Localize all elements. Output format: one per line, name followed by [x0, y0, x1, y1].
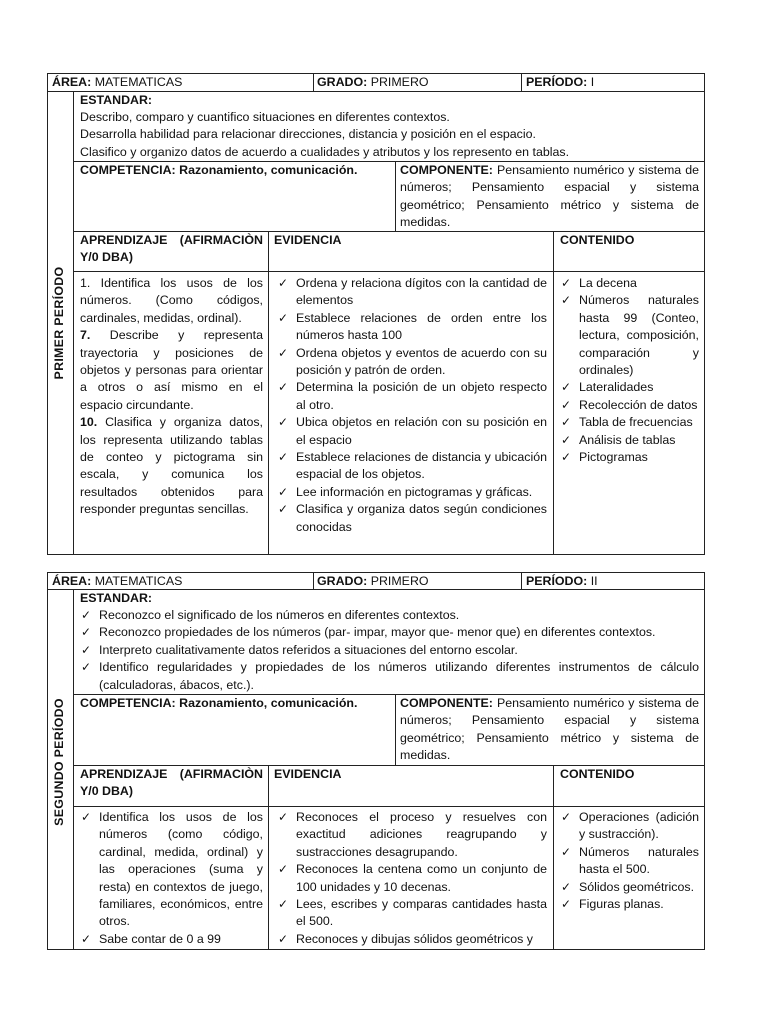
list-item: ✓ Recolección de datos — [556, 397, 699, 414]
divider — [521, 73, 522, 91]
list-item: ✓ Identifica los usos de los números (como código, cardinal, medida, ordinal) y las operaciones (suma y resta) en contextos de juego, familiares, económicos, entre otros. — [76, 809, 263, 931]
evidencia-list — [273, 809, 547, 948]
list-item: ✓ Números naturales hasta 99 (Conteo, lectura, composición, comparación y ordinales) — [556, 292, 699, 379]
divider — [395, 694, 396, 765]
body-clip — [74, 807, 705, 949]
list-item: ✓ Lee información en pictogramas y gráficas. — [273, 484, 547, 501]
list-item: ✓ Lees, escribes y comparas cantidades hasta el 500. — [273, 896, 547, 931]
area-label: ÁREA: — [52, 75, 92, 89]
contenido-list — [556, 809, 699, 913]
componente — [400, 695, 699, 765]
list-item: ✓ Determina la posición de un objeto respecto al otro. — [273, 379, 547, 414]
periodo-field — [526, 573, 598, 590]
area-field — [52, 573, 182, 590]
competencia: COMPETENCIA: Razonamiento, comunicación. — [80, 163, 358, 177]
componente — [400, 162, 699, 232]
estandar-line: Describo, comparo y cuantifico situaciones en diferentes contextos. — [80, 110, 450, 124]
evidencia-list — [273, 275, 547, 536]
componente-label: COMPONENTE: — [400, 696, 493, 710]
list-item: ✓ Clasifica y organiza datos según condiciones conocidas — [273, 501, 547, 536]
componente-text: Pensamiento numérico y sistema de números; Pensamiento espacial y sistema geométrico; Pensamiento métrico y sistema de medidas. — [400, 163, 699, 230]
periodo-value: II — [590, 574, 598, 588]
periodo-label: PERÍODO: — [526, 574, 588, 588]
divider — [73, 271, 705, 272]
list-item: ✓ Análisis de tablas — [556, 432, 699, 449]
grado-label: GRADO: — [317, 574, 368, 588]
divider — [553, 231, 554, 555]
aprendizaje-item: 10. Clasifica y organiza datos, los representa utilizando tablas de conteo y pictograma sin escala, y comunica los resultados obtenidos para responder preguntas sencillas. — [80, 415, 263, 517]
list-item: ✓ Lateralidades — [556, 379, 699, 396]
divider — [313, 572, 314, 589]
list-item: ✓ Números naturales hasta el 500. — [556, 844, 699, 879]
contenido-header: CONTENIDO — [560, 233, 635, 247]
list-item: ✓ Reconoces el proceso y resuelves con exactitud adiciones reagrupando y sustracciones desagrupando. — [273, 809, 547, 861]
list-item: ✓ Establece relaciones de orden entre los números hasta 100 — [273, 310, 547, 345]
list-item: ✓ Identifico regularidades y propiedades de los números utilizando diferentes instrumentos de cálculo (calculadoras, ábacos, etc.). — [76, 659, 699, 694]
aprendizaje-item: 7. Describe y representa trayectoria y posiciones de objetos y personas para orientar a otros o así mismo en el espacio circundante. — [80, 328, 263, 412]
periodo-field — [526, 74, 594, 91]
estandar-title: ESTANDAR: — [80, 591, 153, 605]
list-item: ✓ Tabla de frecuencias — [556, 414, 699, 431]
divider — [395, 161, 396, 231]
grado-field — [317, 74, 429, 91]
grado-value: PRIMERO — [370, 574, 429, 588]
aprendizaje-header: APRENDIZAJE (AFIRMACIÒN Y/0 DBA) — [80, 233, 263, 265]
contenido-header: CONTENIDO — [560, 767, 635, 781]
divider — [268, 231, 269, 555]
aprendizaje-list — [76, 809, 263, 948]
estandar-title: ESTANDAR: — [80, 93, 153, 107]
aprendizaje-item: 1. Identifica los usos de los números. (Como códigos, cardinales, medidas, ordinal). — [80, 276, 263, 325]
list-item: ✓ Reconoces y dibujas sólidos geométricos y — [273, 931, 547, 948]
list-item: ✓ Reconoces la centena como un conjunto de 100 unidades y 10 decenas. — [273, 861, 547, 896]
list-item: ✓ Pictogramas — [556, 449, 699, 466]
list-item: ✓ Ordena objetos y eventos de acuerdo con su posición y patrón de orden. — [273, 345, 547, 380]
evidencia-header: EVIDENCIA — [274, 233, 342, 247]
componente-text: Pensamiento numérico y sistema de números; Pensamiento espacial y sistema geométrico; Pensamiento métrico y sistema de medidas. — [400, 696, 699, 763]
list-item: ✓ Reconozco el significado de los números en diferentes contextos. — [76, 607, 699, 624]
list-item: ✓ Establece relaciones de distancia y ubicación espacial de los objetos. — [273, 449, 547, 484]
contenido-list — [556, 275, 699, 466]
grado-value: PRIMERO — [370, 75, 429, 89]
area-value: MATEMATICAS — [94, 75, 183, 89]
estandar-line: Clasifico y organizo datos de acuerdo a cualidades y atributos y los represento en tablas. — [80, 145, 570, 159]
side-label: PRIMER PERÍODO — [52, 266, 66, 380]
componente-label: COMPONENTE: — [400, 163, 493, 177]
area-label: ÁREA: — [52, 574, 92, 588]
periodo-label: PERÍODO: — [526, 75, 588, 89]
list-item: ✓ Reconozco propiedades de los números (par- impar, mayor que- menor que) en diferentes contextos. — [76, 624, 699, 641]
divider — [521, 572, 522, 589]
list-item: ✓ Sabe contar de 0 a 99 — [76, 931, 263, 948]
aprendizaje-list — [80, 275, 263, 519]
competencia: COMPETENCIA: Razonamiento, comunicación. — [80, 696, 358, 710]
area-field — [52, 74, 182, 91]
aprendizaje-header: APRENDIZAJE (AFIRMACIÒN Y/0 DBA) — [80, 767, 263, 799]
list-item: ✓ Ordena y relaciona dígitos con la cantidad de elementos — [273, 275, 547, 310]
estandar-line: Desarrolla habilidad para relacionar direcciones, distancia y posición en el espacio. — [80, 127, 536, 141]
list-item: ✓ Ubica objetos en relación con su posición en el espacio — [273, 414, 547, 449]
divider — [313, 73, 314, 91]
grado-label: GRADO: — [317, 75, 368, 89]
periodo-value: I — [590, 75, 595, 89]
grado-field — [317, 573, 429, 590]
list-item: ✓ Interpreto cualitativamente datos referidos a situaciones del entorno escolar. — [76, 642, 699, 659]
estandar-list — [76, 607, 699, 694]
list-item: ✓ Sólidos geométricos. — [556, 879, 699, 896]
side-label: SEGUNDO PERÍODO — [52, 698, 66, 826]
evidencia-header: EVIDENCIA — [274, 767, 342, 781]
list-item: ✓ La decena — [556, 275, 699, 292]
list-item: ✓ Operaciones (adición y sustracción). — [556, 809, 699, 844]
list-item: ✓ Figuras planas. — [556, 896, 699, 913]
area-value: MATEMATICAS — [94, 574, 183, 588]
